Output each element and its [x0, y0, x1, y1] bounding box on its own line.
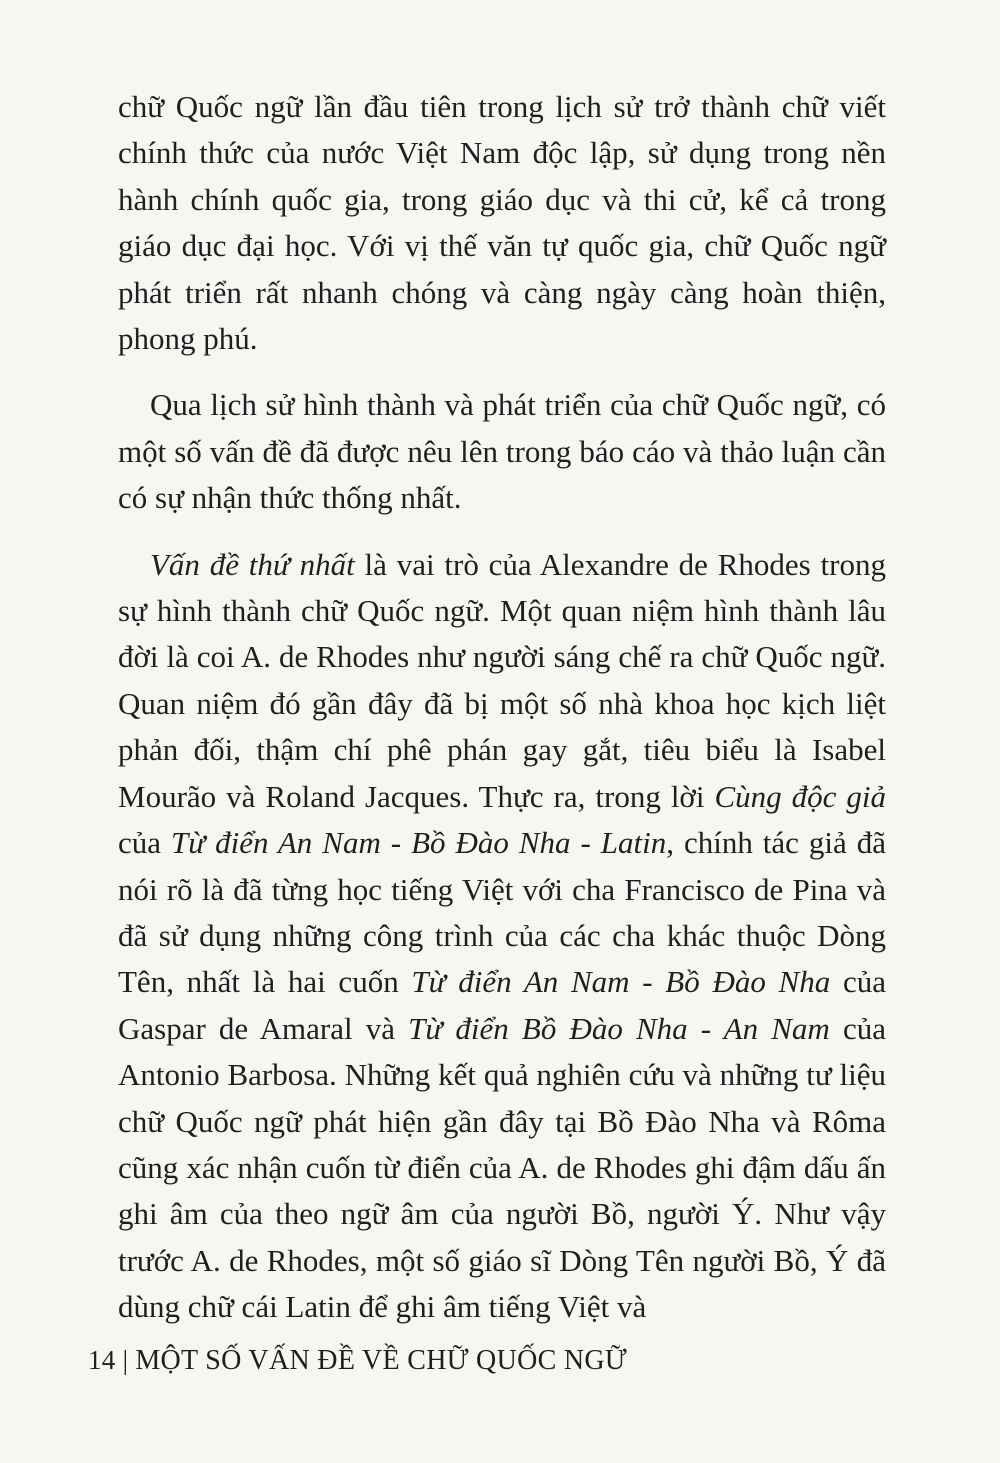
text-run: của	[118, 825, 171, 861]
text-run: , chính tác giả đã nói rõ là đã từng học tiếng Việt với cha Francisco de Pina và đã sử dụng những công trình của các cha khác thuộc Dòng Tên, nhất là hai cuốn	[118, 825, 886, 1000]
italic-book-title: Từ điển An Nam - Bồ Đào Nha - Latin	[170, 825, 667, 861]
text-run: của Antonio Barbosa. Những kết quả nghiên cứu và những tư liệu chữ Quốc ngữ phát hiện gần đây tại Bồ Đào Nha và Rôma cũng xác nhận cuốn từ điển của A. de Rhodes ghi đậm dấu ấn ghi âm của theo ngữ âm của người Bồ, người Ý. Như vậy trước A. de Rhodes, một số giáo sĩ Dòng Tên người Bồ, Ý đã dùng chữ cái Latin để ghi âm tiếng Việt và	[118, 1010, 886, 1325]
paragraph-2: Qua lịch sử hình thành và phát triển của chữ Quốc ngữ, có một số vấn đề đã được nêu lên trong báo cáo và thảo luận cần có sự nhận thức thống nhất.	[118, 387, 886, 516]
page-footer	[88, 1345, 627, 1377]
italic-book-title: Từ điển An Nam - Bồ Đào Nha	[411, 964, 831, 1000]
italic-book-title: Cùng độc giả	[714, 778, 886, 814]
italic-lead-phrase: Vấn đề thứ nhất	[150, 546, 355, 582]
paragraph-1: chữ Quốc ngữ lần đầu tiên trong lịch sử trở thành chữ viết chính thức của nước Việt Nam độc lập, sử dụng trong nền hành chính quốc gia, trong giáo dục và thi cử, kể cả trong giáo dục đại học. Với vị thế văn tự quốc gia, chữ Quốc ngữ phát triển rất nhanh chóng và càng ngày càng hoàn thiện, phong phú.	[118, 89, 886, 357]
paragraph-3	[118, 542, 886, 1331]
text-run: của Gaspar de Amaral và	[118, 964, 886, 1046]
footer-separator: |	[122, 1345, 129, 1375]
page-number: 14	[88, 1345, 116, 1375]
running-book-title: MỘT SỐ VẤN ĐỀ VỀ CHỮ QUỐC NGỮ	[135, 1345, 627, 1376]
italic-book-title: Từ điển Bồ Đào Nha - An Nam	[408, 1010, 830, 1046]
text-run: là vai trò của Alexandre de Rhodes trong sự hình thành chữ Quốc ngữ. Một quan niệm hình thành lâu đời là coi A. de Rhodes như người sáng chế ra chữ Quốc ngữ. Quan niệm đó gần đây đã bị một số nhà khoa học kịch liệt phản đối, thậm chí phê phán gay gắt, tiêu biểu là Isabel Mourão và Roland Jacques. Thực ra, trong lời	[118, 546, 886, 814]
body-text	[118, 84, 886, 1331]
